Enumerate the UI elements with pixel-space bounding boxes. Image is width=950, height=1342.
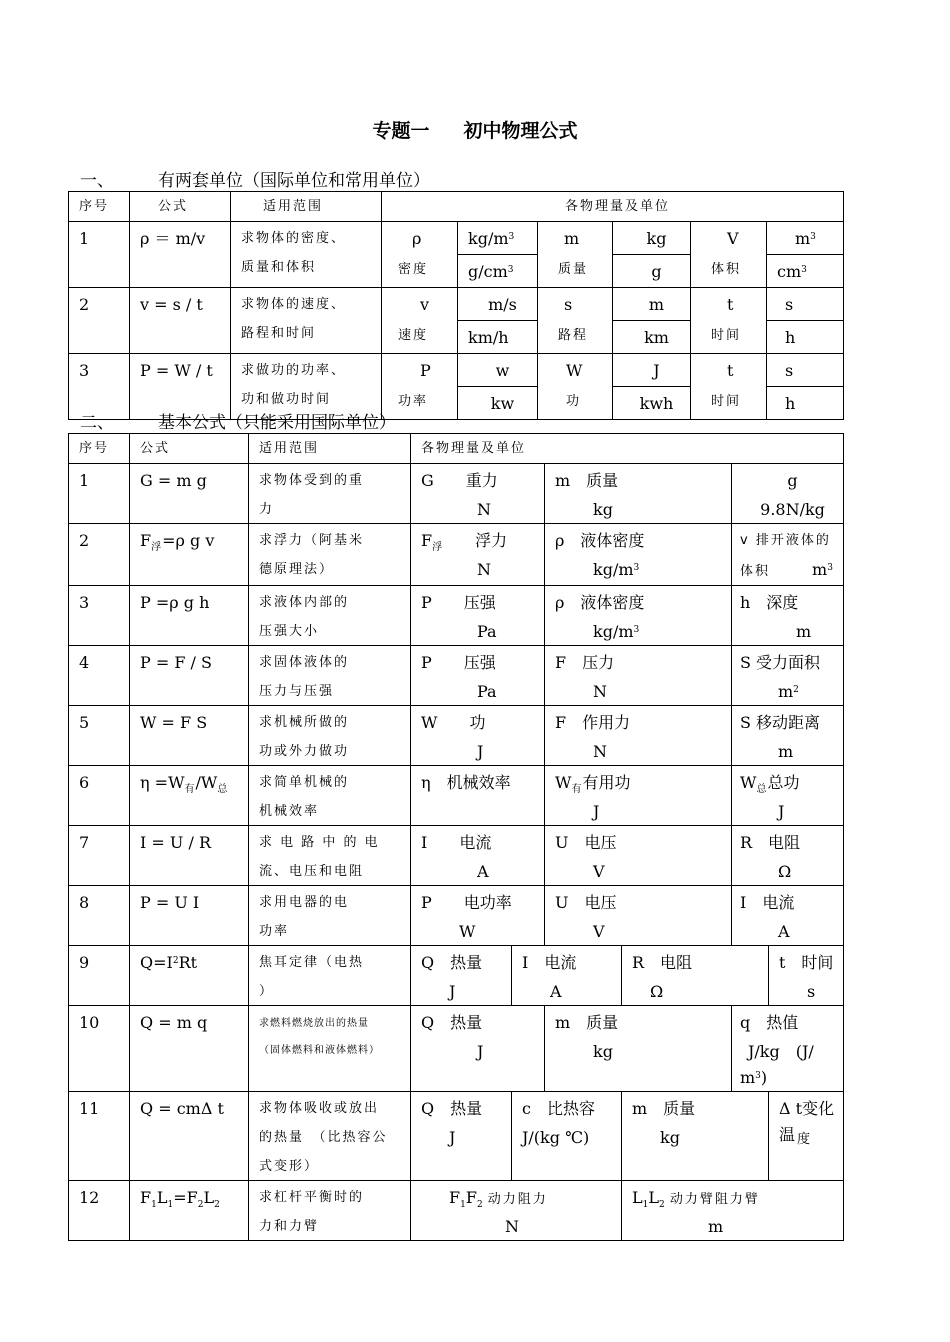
quantity-cell: Q 热量 J	[411, 1092, 512, 1181]
quantity-cell: Q 热量 J	[411, 1006, 545, 1092]
table-row	[69, 1181, 844, 1241]
section2-num: 二、	[80, 413, 114, 433]
quantity-cell: $L_1L_2$ 动力臂阻力臂 m	[622, 1181, 844, 1241]
row-scope: 求固体液体的 压力与压强	[249, 646, 411, 706]
quantity-cell: U 电压 V	[545, 826, 732, 886]
quantity-cell: v 排开液体的 体积 $m^3$	[732, 524, 844, 586]
quantity-cell: m 质量 kg	[545, 464, 732, 524]
quantity-cell: R 电阻 Ω	[622, 946, 769, 1006]
row-formula: $F_浮=\rho$ g v	[130, 524, 249, 586]
row-index: 2	[69, 288, 130, 354]
unit-b1: kg	[613, 222, 691, 255]
row-index: 1	[69, 464, 130, 524]
title-part2: 初中物理公式	[463, 120, 578, 142]
row-scope: 求物体受到的重 力	[249, 464, 411, 524]
row-formula: Q = m q	[130, 1006, 249, 1092]
unit-a1: m/s	[458, 288, 538, 321]
row-scope: 求杠杆平衡时的 力和力臂	[249, 1181, 411, 1241]
row-formula: W = F S	[130, 706, 249, 766]
quantity-cell: Q 热量 J	[411, 946, 512, 1006]
quantity-cell: P 压强 Pa	[411, 586, 545, 646]
row-formula: I = U / R	[130, 826, 249, 886]
quantity-cell: η 机械效率	[411, 766, 545, 826]
quantity-cell: I 电流 A	[732, 886, 844, 946]
unit-b1: J	[613, 354, 691, 387]
row-index: 1	[69, 222, 130, 288]
row-formula: $Q=I^2Rt$	[130, 946, 249, 1006]
row-scope: 求液体内部的 压强大小	[249, 586, 411, 646]
quantity-cell: W 功 J	[411, 706, 545, 766]
header-quantities: 各物理量及单位	[382, 192, 844, 222]
row-scope: 求用电器的电 功率	[249, 886, 411, 946]
row-formula: $F_1L_1=F_2L_2$	[130, 1181, 249, 1241]
unit-c1: s	[767, 288, 844, 321]
quantity-cell: S 受力面积 $m^2$	[732, 646, 844, 706]
quantity-cell: G 重力 N	[411, 464, 545, 524]
quantity-cell: g 9.8N/kg	[732, 464, 844, 524]
table-row	[69, 946, 844, 1006]
unit-a1: $kg/m^3$	[458, 222, 538, 255]
quantity-cell: q 热值 J/kg (J/ $m^3$)	[732, 1006, 844, 1092]
header-scope: 适用范围	[231, 192, 382, 222]
quantity-cell: F 压力 N	[545, 646, 732, 706]
row-index: 12	[69, 1181, 130, 1241]
table-header-row	[69, 434, 844, 464]
unit-c2: h	[767, 387, 844, 420]
quantity-cell: P 电功率 W	[411, 886, 545, 946]
quantity-b: W 功	[538, 354, 613, 420]
quantity-cell: $F_浮$ 浮力 N	[411, 524, 545, 586]
quantity-cell: ρ 液体密度 $kg/m^3$	[545, 586, 732, 646]
row-scope: 求物体的密度、 质量和体积	[231, 222, 382, 288]
row-index: 4	[69, 646, 130, 706]
quantity-cell: m 质量 kg	[622, 1092, 769, 1181]
row-formula: $\eta =W_有/W_总$	[130, 766, 249, 826]
row-formula: G = m g	[130, 464, 249, 524]
row-scope: 求浮力（阿基米 德原理法）	[249, 524, 411, 586]
row-index: 9	[69, 946, 130, 1006]
row-formula: P =ρ g h	[130, 586, 249, 646]
quantity-cell: t 时间 s	[769, 946, 844, 1006]
unit-a2: km/h	[458, 321, 538, 354]
row-index: 11	[69, 1092, 130, 1181]
section1-text: 有两套单位（国际单位和常用单位）	[158, 171, 430, 191]
quantity-cell: Δ t变化温 度	[769, 1092, 844, 1181]
row-index: 5	[69, 706, 130, 766]
quantity-a: P 功率	[382, 354, 458, 420]
row-scope: 求做功的功率、 功和做功时间	[231, 354, 382, 420]
quantity-a: ρ 密度	[382, 222, 458, 288]
unit-c2: $cm^3$	[767, 255, 844, 288]
quantity-cell: F 作用力 N	[545, 706, 732, 766]
quantity-cell: ρ 液体密度 $kg/m^3$	[545, 524, 732, 586]
quantity-cell: I 电流 A	[411, 826, 545, 886]
page-title	[0, 116, 950, 143]
unit-b1: m	[613, 288, 691, 321]
row-formula: v = s / t	[130, 288, 231, 354]
table-row	[69, 766, 844, 826]
unit-b2: kwh	[613, 387, 691, 420]
table-row	[69, 524, 844, 586]
quantity-cell: R 电阻 Ω	[732, 826, 844, 886]
quantity-cell: h 深度 m	[732, 586, 844, 646]
row-index: 3	[69, 354, 130, 420]
quantity-b: m 质量	[538, 222, 613, 288]
row-scope: 求物体的速度、 路程和时间	[231, 288, 382, 354]
header-quantities: 各物理量及单位	[411, 434, 844, 464]
row-formula: P = U I	[130, 886, 249, 946]
quantity-cell: I 电流 A	[512, 946, 622, 1006]
header-formula: 公式	[130, 192, 231, 222]
header-scope: 适用范围	[249, 434, 411, 464]
quantity-cell: U 电压 V	[545, 886, 732, 946]
row-index: 3	[69, 586, 130, 646]
table-row	[69, 1006, 844, 1092]
row-index: 6	[69, 766, 130, 826]
row-index: 2	[69, 524, 130, 586]
header-index: 序号	[69, 192, 130, 222]
header-formula: 公式	[130, 434, 249, 464]
table-row	[69, 826, 844, 886]
quantity-cell: S 移动距离 m	[732, 706, 844, 766]
quantity-b: s 路程	[538, 288, 613, 354]
quantity-cell: $W_有$有用功 J	[545, 766, 732, 826]
title-part1: 专题一	[372, 120, 430, 142]
row-index: 8	[69, 886, 130, 946]
row-index: 7	[69, 826, 130, 886]
row-formula: P = F / S	[130, 646, 249, 706]
row-scope: 求物体吸收或放出 的热量 （比热容公 式变形）	[249, 1092, 411, 1181]
quantity-c: t 时间	[691, 354, 767, 420]
row-formula: P = W / t	[130, 354, 231, 420]
table-dual-units	[68, 191, 844, 420]
quantity-c: t 时间	[691, 288, 767, 354]
row-formula: ρ ＝ m/v	[130, 222, 231, 288]
quantity-cell: P 压强 Pa	[411, 646, 545, 706]
unit-a2: kw	[458, 387, 538, 420]
section2-text: 基本公式（只能采用国际单位）	[158, 413, 396, 433]
table-row	[69, 354, 844, 387]
quantity-cell: c 比热容 J/(kg ℃)	[512, 1092, 622, 1181]
table-row	[69, 222, 844, 255]
row-index: 10	[69, 1006, 130, 1092]
unit-a2: $g/cm^3$	[458, 255, 538, 288]
table-row	[69, 1092, 844, 1181]
section2-heading	[80, 408, 396, 433]
table-basic-formulas	[68, 433, 844, 1241]
row-formula: Q = cmΔ t	[130, 1092, 249, 1181]
unit-c1: $m^3$	[767, 222, 844, 255]
header-index: 序号	[69, 434, 130, 464]
unit-b2: km	[613, 321, 691, 354]
unit-a1: w	[458, 354, 538, 387]
row-scope: 焦耳定律（电热 ）	[249, 946, 411, 1006]
section1-num: 一、	[80, 171, 114, 191]
table-row	[69, 464, 844, 524]
table-row	[69, 886, 844, 946]
row-scope: 求燃料燃烧放出的热量 （固体燃料和液体燃料）	[249, 1006, 411, 1092]
unit-c1: s	[767, 354, 844, 387]
row-scope: 求机械所做的 功或外力做功	[249, 706, 411, 766]
unit-b2: g	[613, 255, 691, 288]
row-scope: 求简单机械的 机械效率	[249, 766, 411, 826]
table-header-row	[69, 192, 844, 222]
table-row	[69, 586, 844, 646]
quantity-cell: $F_1F_2$ 动力阻力 N	[411, 1181, 622, 1241]
unit-c2: h	[767, 321, 844, 354]
quantity-c: V 体积	[691, 222, 767, 288]
section1-heading	[80, 166, 430, 191]
table-row	[69, 288, 844, 321]
quantity-cell: m 质量 kg	[545, 1006, 732, 1092]
quantity-a: v 速度	[382, 288, 458, 354]
table-row	[69, 706, 844, 766]
row-scope: 求 电 路 中 的 电 流、电压和电阻	[249, 826, 411, 886]
quantity-cell: $W_总$总功 J	[732, 766, 844, 826]
table-row	[69, 646, 844, 706]
